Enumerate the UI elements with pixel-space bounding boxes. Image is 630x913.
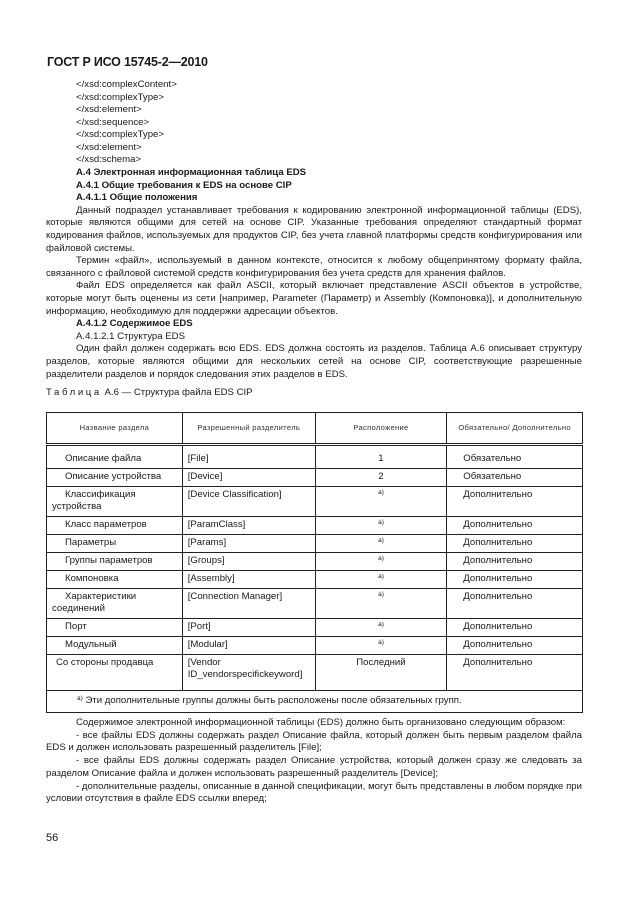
section-name-cell: Группы параметров (47, 553, 183, 571)
document-header: ГОСТ Р ИСО 15745-2—2010 (47, 55, 208, 69)
section-heading-a41: А.4.1 Общие требования к EDS на основе CIP (76, 179, 292, 191)
table-row (47, 619, 583, 637)
footnote-marker: а) (378, 555, 384, 562)
required-cell: Дополнительно (447, 637, 583, 655)
required-cell: Обязательно (447, 469, 583, 487)
table-row (47, 487, 583, 517)
footnote-marker: а) (77, 695, 83, 702)
position-cell (315, 535, 447, 553)
delimiter-cell: [Vendor ID_vendorspecifickeyword] (182, 655, 315, 691)
position-cell: 1 (315, 445, 447, 469)
required-cell: Дополнительно (447, 487, 583, 517)
required-cell: Дополнительно (447, 535, 583, 553)
position-cell (315, 619, 447, 637)
table-row (47, 655, 583, 691)
section-heading-a4121: А.4.1.2.1 Структура EDS (76, 330, 185, 342)
footnote-marker: а) (378, 537, 384, 544)
paragraph: Содержимое электронной информационной таблицы (EDS) должно быть организовано следующим образом: (76, 717, 566, 728)
delimiter-cell: [ParamClass] (182, 517, 315, 535)
position-cell: 2 (315, 469, 447, 487)
xsd-code-block (76, 79, 177, 167)
xsd-line: </xsd:complexType> (76, 91, 164, 103)
page-number: 56 (46, 832, 59, 844)
table-row (47, 469, 583, 487)
required-cell: Дополнительно (447, 619, 583, 637)
table-row (47, 553, 583, 571)
paragraph: Один файл должен содержать всю EDS. EDS должна состоять из разделов. Таблица А.6 описывает структуру разделов, которые являются общими для нескольких сетей на основе CIP, соответствующие разрешенные разделители разделов и порядок следования этих разделов в EDS. (46, 343, 582, 380)
section-heading-a411: А.4.1.1 Общие положения (76, 192, 198, 204)
required-cell: Дополнительно (447, 655, 583, 691)
required-cell: Дополнительно (447, 553, 583, 571)
table-row (47, 535, 583, 553)
xsd-line: </xsd:complexType> (76, 129, 164, 140)
main-content (46, 167, 582, 406)
paragraph: Данный подраздел устанавливает требования к кодированию электронной информационной таблицы (EDS), которые являются общими для сетей на основе CIP. Указанные требования определяют стандартный формат кодирования файлов, используемых для продуктов CIP, без учета главной платформы средств конфигурирования или файловой системы. (46, 204, 582, 254)
footnote-text: Эти дополнительные группы должны быть расположены после обязательных групп. (85, 695, 462, 706)
column-header: Расположение (315, 413, 447, 445)
section-name-cell: Компоновка (47, 571, 183, 589)
post-table-content (46, 717, 582, 806)
section-name-cell: Параметры (47, 535, 183, 553)
table-header-row (47, 413, 583, 445)
required-cell: Обязательно (447, 445, 583, 469)
footnote-marker: а) (378, 621, 384, 628)
table-footnote (47, 691, 583, 713)
table-caption-text: А.6 — Структура файла EDS CIP (104, 387, 253, 399)
position-cell: Последний (315, 655, 447, 691)
column-header: Обязательно/ Дополнительно (447, 413, 583, 445)
section-heading-a412: А.4.1.2 Содержимое EDS (76, 318, 193, 330)
column-header: Название раздела (47, 413, 183, 445)
required-cell: Дополнительно (447, 589, 583, 619)
section-name-cell: Со стороны продавца (47, 655, 183, 691)
footnote-marker: а) (378, 489, 384, 496)
table-footnote-row (47, 691, 583, 713)
list-item: - дополнительные разделы, описанные в данной спецификации, могут быть представлены в любом порядке при условии отсутствия в файле EDS ссылки вперед; (46, 780, 582, 805)
delimiter-cell: [Assembly] (182, 571, 315, 589)
delimiter-cell: [Groups] (182, 553, 315, 571)
position-cell (315, 571, 447, 589)
table-caption (46, 387, 582, 400)
xsd-line: </xsd:schema> (76, 154, 142, 165)
section-name-cell: Описание файла (47, 445, 183, 469)
delimiter-cell: [Port] (182, 619, 315, 637)
table-row (47, 637, 583, 655)
list-item: - все файлы EDS должны содержать раздел Описание устройства, который должен сразу же следовать за разделом Описание файла и должен использовать разрешенный разделитель [Device]; (46, 755, 582, 779)
xsd-line: </xsd:element> (76, 141, 142, 153)
eds-structure-table (46, 412, 583, 713)
table-row (47, 445, 583, 469)
table-row (47, 517, 583, 535)
table-caption-prefix: Таблица (46, 387, 102, 399)
required-cell: Дополнительно (447, 571, 583, 589)
xsd-line: </xsd:sequence> (76, 116, 150, 128)
footnote-marker: а) (378, 591, 384, 598)
position-cell (315, 553, 447, 571)
footnote-marker: а) (378, 639, 384, 646)
section-name-cell: Классификация устройства (47, 487, 183, 517)
section-name-cell: Модульный (47, 637, 183, 655)
footnote-marker: а) (378, 519, 384, 526)
column-header: Разрешенный разделитель (182, 413, 315, 445)
position-cell (315, 487, 447, 517)
table-row (47, 589, 583, 619)
section-name-cell: Характеристики соединений (47, 589, 183, 619)
delimiter-cell: [File] (182, 445, 315, 469)
section-heading-a4: А.4 Электронная информационная таблица EDS (76, 167, 307, 178)
footnote-marker: а) (378, 573, 384, 580)
position-cell (315, 517, 447, 535)
position-cell (315, 637, 447, 655)
section-name-cell: Порт (47, 619, 183, 637)
xsd-line: </xsd:element> (76, 104, 142, 115)
section-name-cell: Класс параметров (47, 517, 183, 535)
table-row (47, 571, 583, 589)
delimiter-cell: [Device Classification] (182, 487, 315, 517)
position-cell (315, 589, 447, 619)
xsd-line: </xsd:complexContent> (76, 79, 177, 90)
paragraph: Файл EDS определяется как файл ASCII, который включает представление ASCII объектов в устройстве, которые могут быть оценены из сети [например, Parameter (Параметр) и Assembly (Компоновка)], и дополнительную информацию, необходимую для поддержки адресации объектов. (46, 280, 582, 317)
delimiter-cell: [Modular] (182, 637, 315, 655)
delimiter-cell: [Connection Manager] (182, 589, 315, 619)
required-cell: Дополнительно (447, 517, 583, 535)
delimiter-cell: [Params] (182, 535, 315, 553)
paragraph: Термин «файл», используемый в данном контексте, относится к любому общепринятому формату файла, связанного с файловой системой средств конфигурирования без учета средств для хранения файлов. (46, 255, 582, 279)
list-item: - все файлы EDS должны содержать раздел Описание файла, который должен быть первым разделом файла EDS и должен использовать разрешенный разделитель [File]; (46, 729, 582, 754)
section-name-cell: Описание устройства (47, 469, 183, 487)
delimiter-cell: [Device] (182, 469, 315, 487)
